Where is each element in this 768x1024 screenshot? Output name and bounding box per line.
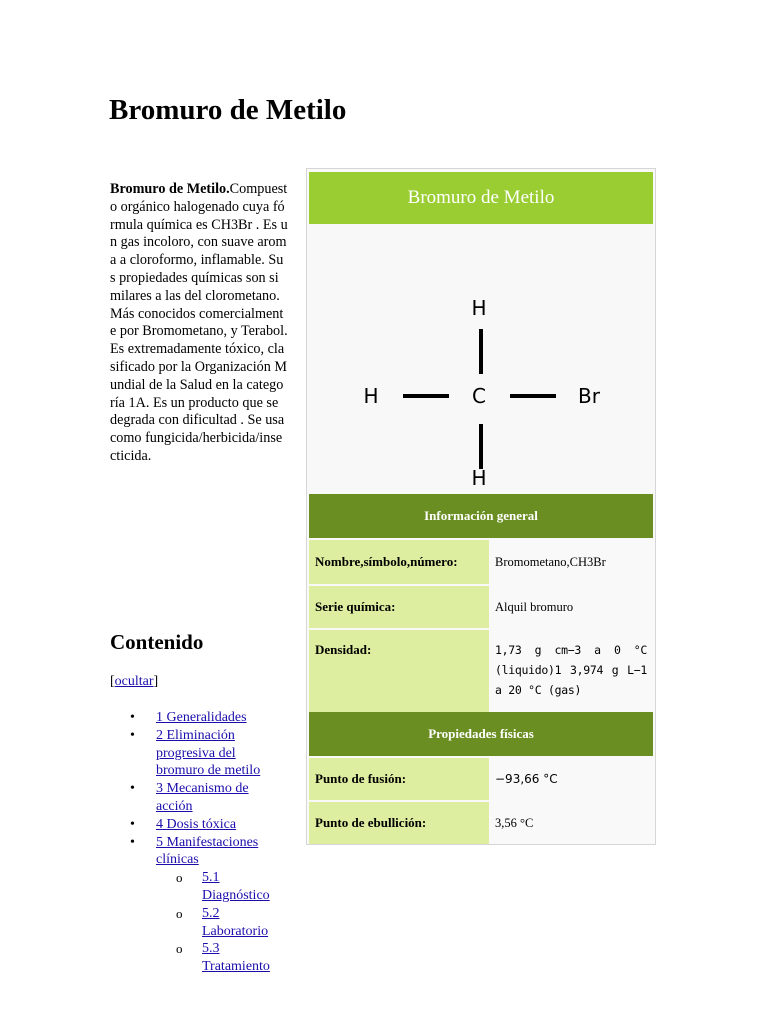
hide-contents-link[interactable]: ocultar bbox=[114, 674, 154, 689]
toc-link-dosis[interactable]: 4 Dosis tóxica bbox=[156, 816, 237, 832]
intro-text: Compuesto orgánico halogenado cuya fórmula química es CH3Br . Es un gas incoloro, con suave aroma a cloroformo, inflamable. Sus propiedades químicas son similares a las del clorometano. Más conocidos comercialmente por Bromometano, y Terabol. Es extremadamente tóxico, clasificado por la Organización Mundial de la Salud en la categoría 1A. Es un producto que se degrada con dificultad . Se usa como fungicida/herbicida/insecticida. bbox=[110, 181, 288, 464]
atom-right-br: Br bbox=[578, 384, 600, 408]
infobox-row-name bbox=[309, 538, 653, 584]
structure-bottom-svg bbox=[307, 468, 653, 493]
atom-top-h: H bbox=[471, 296, 487, 320]
row-value: −93,66 °C bbox=[489, 758, 653, 800]
toc-item bbox=[110, 709, 285, 727]
structure-diagram bbox=[307, 224, 655, 469]
row-value: Bromometano,CH3Br bbox=[489, 540, 653, 584]
section-physical-properties: Propiedades físicas bbox=[309, 712, 653, 756]
toc-link-diagnostico[interactable]: 5.1 Diagnóstico bbox=[202, 870, 270, 903]
section-general-info: Información general bbox=[309, 494, 653, 538]
toggle-bracket-close: ] bbox=[153, 674, 159, 689]
toc-item bbox=[110, 834, 285, 976]
toc-link-tratamiento[interactable]: 5.3 Tratamiento bbox=[202, 941, 270, 975]
atom-bottom-h: H bbox=[471, 468, 487, 490]
table-of-contents bbox=[110, 709, 285, 976]
infobox bbox=[306, 168, 656, 845]
infobox-row-melting bbox=[309, 756, 653, 800]
toc-link-mecanismo[interactable]: 3 Mecanismo de acción bbox=[156, 781, 249, 814]
toc-link-manifestaciones[interactable]: 5 Manifestaciones clínicas bbox=[156, 834, 259, 868]
atom-center-c: C bbox=[472, 384, 486, 408]
toc-item bbox=[110, 816, 285, 834]
row-value: Alquil bromuro bbox=[489, 586, 653, 628]
page-title: Bromuro de Metilo bbox=[109, 94, 347, 126]
infobox-row-boiling bbox=[309, 800, 653, 844]
toc-item bbox=[110, 727, 285, 780]
row-value: 3,56 °C bbox=[489, 802, 653, 844]
toggle-bracket-open: [ bbox=[110, 674, 115, 689]
structural-formula-svg bbox=[307, 224, 653, 469]
row-label: Densidad: bbox=[309, 630, 489, 712]
row-label: Punto de fusión: bbox=[309, 758, 489, 800]
toc-link-eliminacion[interactable]: 2 Eliminación progresiva del bromuro de metilo bbox=[156, 727, 261, 779]
toc-subitem bbox=[156, 940, 285, 976]
atom-left-h: H bbox=[363, 384, 379, 408]
intro-bold-term: Bromuro de Metilo. bbox=[110, 181, 230, 197]
structure-diagram-bottom bbox=[307, 469, 655, 494]
infobox-row-density bbox=[309, 628, 653, 712]
intro-paragraph bbox=[110, 181, 288, 466]
row-label: Serie química: bbox=[309, 586, 489, 628]
toc-sublist bbox=[156, 869, 285, 976]
toc-link-generalidades[interactable]: 1 Generalidades bbox=[156, 710, 247, 725]
contents-toggle bbox=[110, 673, 158, 691]
row-label: Nombre,símbolo,número: bbox=[309, 540, 489, 584]
infobox-row-series bbox=[309, 584, 653, 628]
contents-heading: Contenido bbox=[110, 630, 204, 654]
infobox-title: Bromuro de Metilo bbox=[309, 172, 653, 224]
toc-link-laboratorio[interactable]: 5.2 Laboratorio bbox=[202, 905, 269, 939]
toc-subitem bbox=[156, 905, 285, 941]
row-label: Punto de ebullición: bbox=[309, 802, 489, 844]
row-value: 1,73 g cm−3 a 0 °C (liquido)1 3,974 g L−1 a 20 °C (gas) bbox=[489, 630, 653, 712]
toc-subitem bbox=[156, 869, 285, 905]
toc-item bbox=[110, 780, 285, 816]
